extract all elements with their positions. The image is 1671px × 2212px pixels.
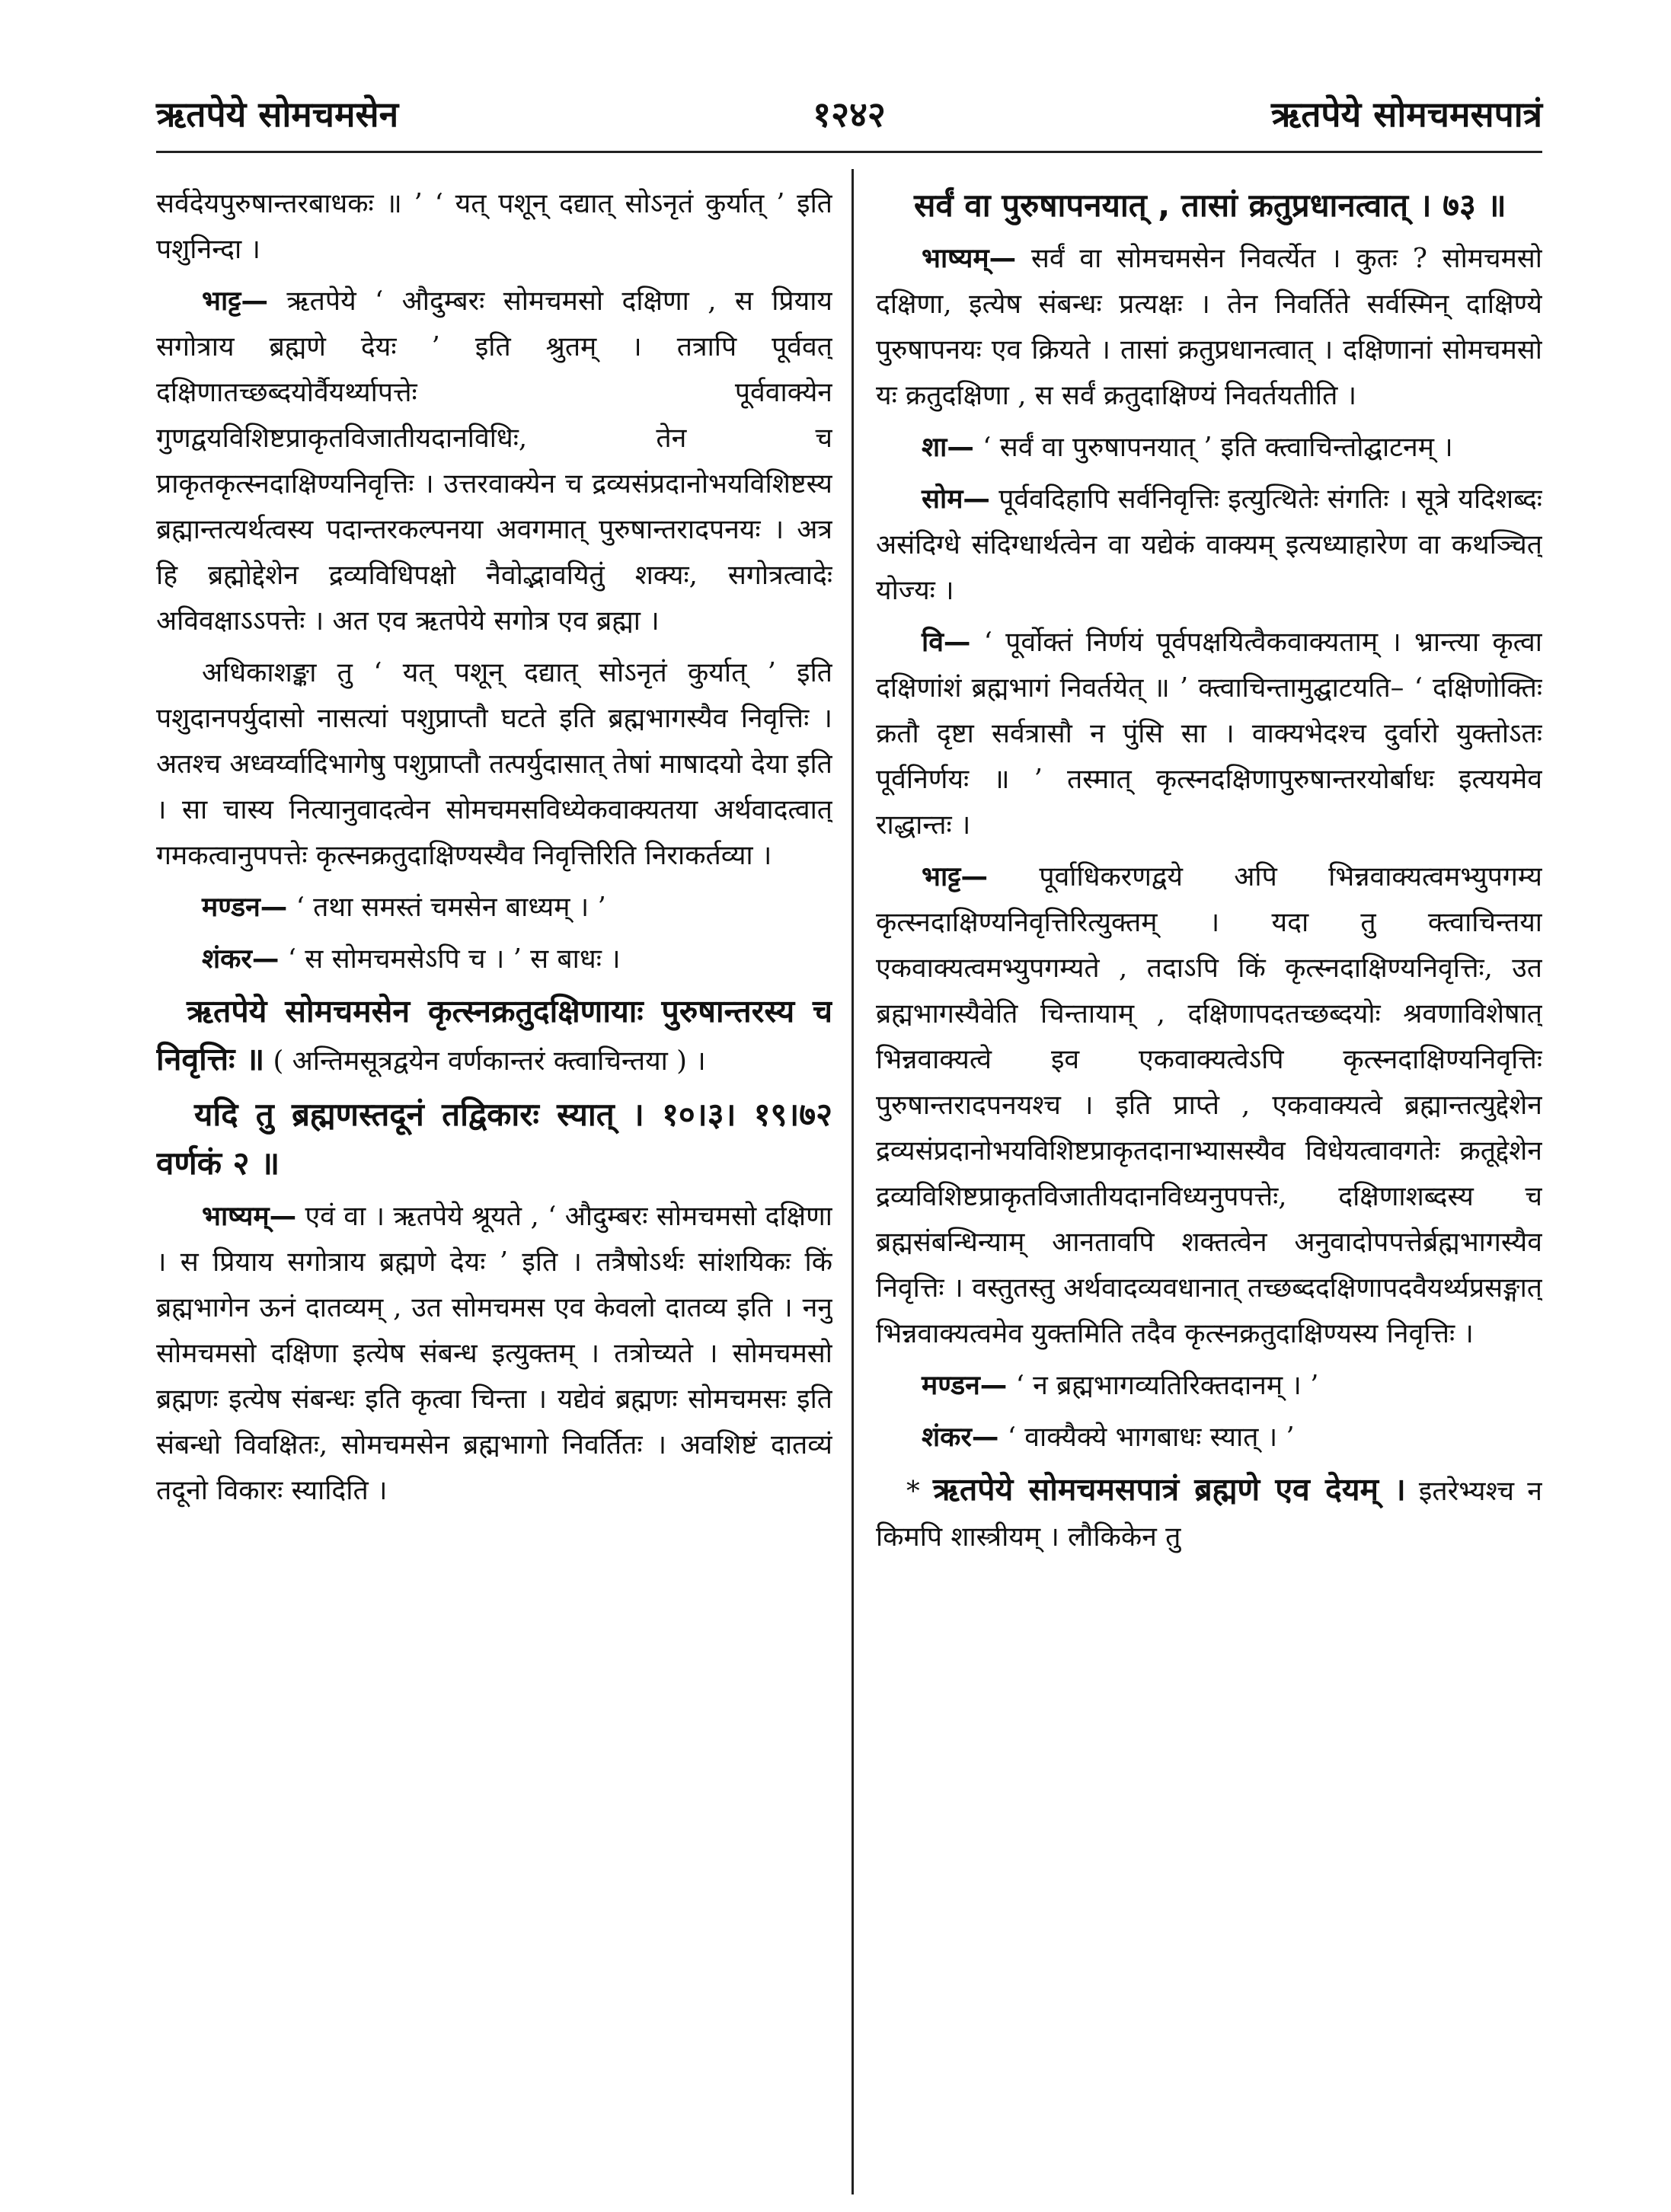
paragraph-text: ‘ तथा समस्तं चमसेन बाध्यम् । ’ xyxy=(296,892,606,923)
paragraph-bhatta xyxy=(876,854,1542,1357)
paragraph-text: ‘ न ब्रह्मभागव्यतिरिक्तदानम् । ’ xyxy=(1015,1370,1319,1401)
paragraph-text: पूर्वाधिकरणद्वये अपि भिन्नवाक्यत्वमभ्युपगम्य कृत्स्नदाक्षिण्यनिवृत्तिरित्युक्तम् । यदा तु क्त्वाचिन्तया एकवाक्यत्वमभ्युपगम्यते , तदाऽपि किं कृत्स्नदाक्षिण्यनिवृत्तिः, उत ब्रह्मभागस्यैवेति चिन्तायाम् , दक्षिणापदतच्छब्दयोः श्रवणाविशेषात् भिन्नवाक्यत्वे इव एकवाक्यत्वेऽपि कृत्स्नदाक्षिण्यनिवृत्तिः पुरुषान्तरादपनयश्च । इति प्राप्ते , एकवाक्यत्वे ब्रह्मान्तत्युद्देशेन द्रव्यसंप्रदानोभयविशिष्टप्राकृतदानाभ्यासस्यैव विधेयत्वावगतेः क्रतूद्देशेन द्रव्यविशिष्टप्राकृतविजातीयदानविध्यनुपपत्तेः, दक्षिणाशब्दस्य च ब्रह्मसंबन्धिन्याम् आनतावपि शक्तत्वेन अनुवादोपपत्तेर्ब्रह्मभागस्यैव निवृत्तिः । वस्तुतस्तु अर्थवादव्यवधानात् तच्छब्ददक्षिणापदवैयर्थ्यप्रसङ्गात् भिन्नवाक्यत्वमेव युक्तमिति तदैव कृत्स्नक्रतुदाक्षिण्यस्य निवृत्तिः । xyxy=(876,861,1542,1349)
paragraph-bhashya xyxy=(156,1194,832,1514)
paragraph-text: सर्वं वा सोमचमसेन निवर्त्येत । कुतः ? सोमचमसो दक्षिणा, इत्येष संबन्धः प्रत्यक्षः । तेन निवर्तिते सर्वस्मिन् दाक्षिण्ये पुरुषापनयः एव क्रियते । तासां क्रतुप्रधानत्वात् । दक्षिणानां सोमचमसो यः क्रतुदक्षिणा , स सर्वं क्रतुदाक्षिण्यं निवर्तयतीति । xyxy=(876,243,1542,411)
commentary-label: भाष्यम्— xyxy=(922,243,1017,274)
running-head-left: ऋतपेये सोमचमसेन xyxy=(156,94,399,135)
column-divider xyxy=(851,169,854,2194)
summary-bold-text: ऋतपेये सोमचमसेन कृत्स्नक्रतुदक्षिणायाः पुरुषान्तरस्य च निवृत्तिः ॥ xyxy=(156,993,832,1077)
paragraph-vi xyxy=(876,620,1542,848)
summary-bold-text: ऋतपेये सोमचमसपात्रं ब्रह्मणे एव देयम् । xyxy=(932,1471,1406,1508)
commentary-label: मण्डन— xyxy=(202,892,288,923)
right-column xyxy=(876,181,1542,2199)
paragraph-text: पूर्ववदिहापि सर्वनिवृत्तिः इत्युत्थितेः संगतिः । सूत्रे यदिशब्दः असंदिग्धे संदिग्धार्थत्वेन वा यद्येकं वाक्यम् इत्यध्याहारेण वा कथञ्चित् योज्यः । xyxy=(876,484,1542,606)
summary-note xyxy=(156,988,832,1084)
running-head-right: ऋतपेये सोमचमसपात्रं xyxy=(1270,94,1542,135)
commentary-label: भाष्यम्— xyxy=(202,1201,297,1232)
paragraph-mandana xyxy=(156,885,832,930)
sutra-heading: यदि तु ब्रह्मणस्तदूनं तद्विकारः स्यात् । १०।३। १९।७२ वर्णकं २ ॥ xyxy=(156,1096,832,1182)
commentary-label: शा— xyxy=(922,432,974,463)
commentary-label: मण्डन— xyxy=(922,1370,1008,1401)
commentary-label: वि— xyxy=(922,627,971,658)
summary-text: इतरेभ्यश्च न किमपि शास्त्रीयम् । लौकिकेन तु xyxy=(876,1476,1542,1553)
page-number: १२४२ xyxy=(813,94,886,135)
header-rule xyxy=(156,151,1542,153)
paragraph-text: ऋतपेये ‘ औदुम्बरः सोमचमसो दक्षिणा , स प्रियाय सगोत्राय ब्रह्मणे देयः ’ इति श्रुतम् । तत्रापि पूर्ववत् दक्षिणातच्छब्दयोर्वैयर्थ्यापत्तेः पूर्ववाक्येन गुणद्वयविशिष्टप्राकृतविजातीयदानविधिः, तेन च प्राकृतकृत्स्नदाक्षिण्यनिवृत्तिः । उत्तरवाक्येन च द्रव्यसंप्रदानोभयविशिष्टस्य ब्रह्मान्तत्यर्थत्वस्य पदान्तरकल्पनया अवगमात् पुरुषान्तरादपनयः । अत्र हि ब्रह्मोद्देशेन द्रव्यविधिपक्षो नैवोद्भावयितुं शक्यः, सगोत्रत्वादेः अविवक्षाऽऽपत्तेः । अत एव ऋतपेये सगोत्र एव ब्रह्मा । xyxy=(156,286,832,637)
commentary-label: भाट्ट— xyxy=(202,286,269,317)
paragraph-bhashya xyxy=(876,236,1542,419)
paragraph-shankara xyxy=(876,1415,1542,1460)
sutra-heading: सर्वं वा पुरुषापनयात् , तासां क्रतुप्रधानत्वात् । ७३ ॥ xyxy=(914,187,1506,224)
asterisk-mark: * xyxy=(906,1476,933,1507)
page-header xyxy=(156,90,1542,143)
paragraph-text: ‘ सर्वं वा पुरुषापनयात् ’ इति क्त्वाचिन्तोद्घाटनम् । xyxy=(982,432,1453,463)
summary-text: ( अन्तिमसूत्रद्वयेन वर्णकान्तरं क्त्वाचिन्तया ) । xyxy=(273,1045,706,1077)
paragraph-text: ‘ पूर्वोक्तं निर्णयं पूर्वपक्षयित्वैकवाक्यताम् । भ्रान्त्या कृत्वा दक्षिणांशं ब्रह्मभागं निवर्तयेत् ॥ ’ क्त्वाचिन्तामुद्घाटयति– ‘ दक्षिणोक्तिः क्रतौ दृष्टा सर्वत्रासौ न पुंसि सा । वाक्यभेदश्च दुर्वारो युक्तोऽतः पूर्वनिर्णयः ॥ ’ तस्मात् कृत्स्नदक्षिणापुरुषान्तरयोर्बाधः इत्ययमेव राद्धान्तः । xyxy=(876,627,1542,841)
paragraph-shankara xyxy=(156,937,832,982)
left-column xyxy=(156,181,832,2199)
paragraph-soma xyxy=(876,477,1542,614)
summary-note xyxy=(876,1467,1542,1560)
commentary-label: शंकर— xyxy=(922,1422,999,1453)
paragraph: सर्वदेयपुरुषान्तरबाधकः ॥ ’ ‘ यत् पशून् दद्यात् सोऽनृतं कुर्यात् ’ इति पशुनिन्दा । xyxy=(156,188,832,265)
paragraph-text: एवं वा । ऋतपेये श्रूयते , ‘ औदुम्बरः सोमचमसो दक्षिणा । स प्रियाय सगोत्राय ब्रह्मणे देयः ’ इति । तत्रैषोऽर्थः सांशयिकः किं ब्रह्मभागेन ऊनं दातव्यम् , उत सोमचमस एव केवलो दातव्य इति । ननु सोमचमसो दक्षिणा इत्येष संबन्ध इत्युक्तम् । तत्रोच्यते । सोमचमसो ब्रह्मणः इत्येष संबन्धः इति कृत्वा चिन्ता । यद्येवं ब्रह्मणः सोमचमसः इति संबन्धो विवक्षितः, सोमचमसेन ब्रह्मभागो निवर्तितः । अवशिष्टं दातव्यं तदूनो विकारः स्यादिति । xyxy=(156,1201,832,1506)
paragraph-text: ‘ वाक्यैक्ये भागबाधः स्यात् । ’ xyxy=(1007,1422,1295,1453)
paragraph-mandana xyxy=(876,1363,1542,1409)
commentary-label: सोम— xyxy=(922,484,990,515)
paragraph: अधिकाशङ्का तु ‘ यत् पशून् दद्यात् सोऽनृतं कुर्यात् ’ इति पशुदानपर्युदासो नासत्यां पशुप्राप्तौ घटते इति ब्रह्मभागस्यैव निवृत्तिः । अतश्च अध्वर्य्वादिभागेषु पशुप्राप्तौ तत्पर्युदासात् तेषां माषादयो देया इति । सा चास्य नित्यानुवादत्वेन सोमचमसविध्येकवाक्यतया अर्थवादत्वात् गमकत्वानुपपत्तेः कृत्स्नक्रतुदाक्षिण्यस्यैव निवृत्तिरिति निराकर्तव्या । xyxy=(156,657,832,871)
commentary-label: शंकर— xyxy=(202,943,280,975)
paragraph-text: ‘ स सोमचमसेऽपि च । ’ स बाधः । xyxy=(287,943,621,975)
paragraph-bhatta xyxy=(156,279,832,644)
commentary-label: भाट्ट— xyxy=(922,861,989,892)
paragraph-shabara xyxy=(876,425,1542,471)
